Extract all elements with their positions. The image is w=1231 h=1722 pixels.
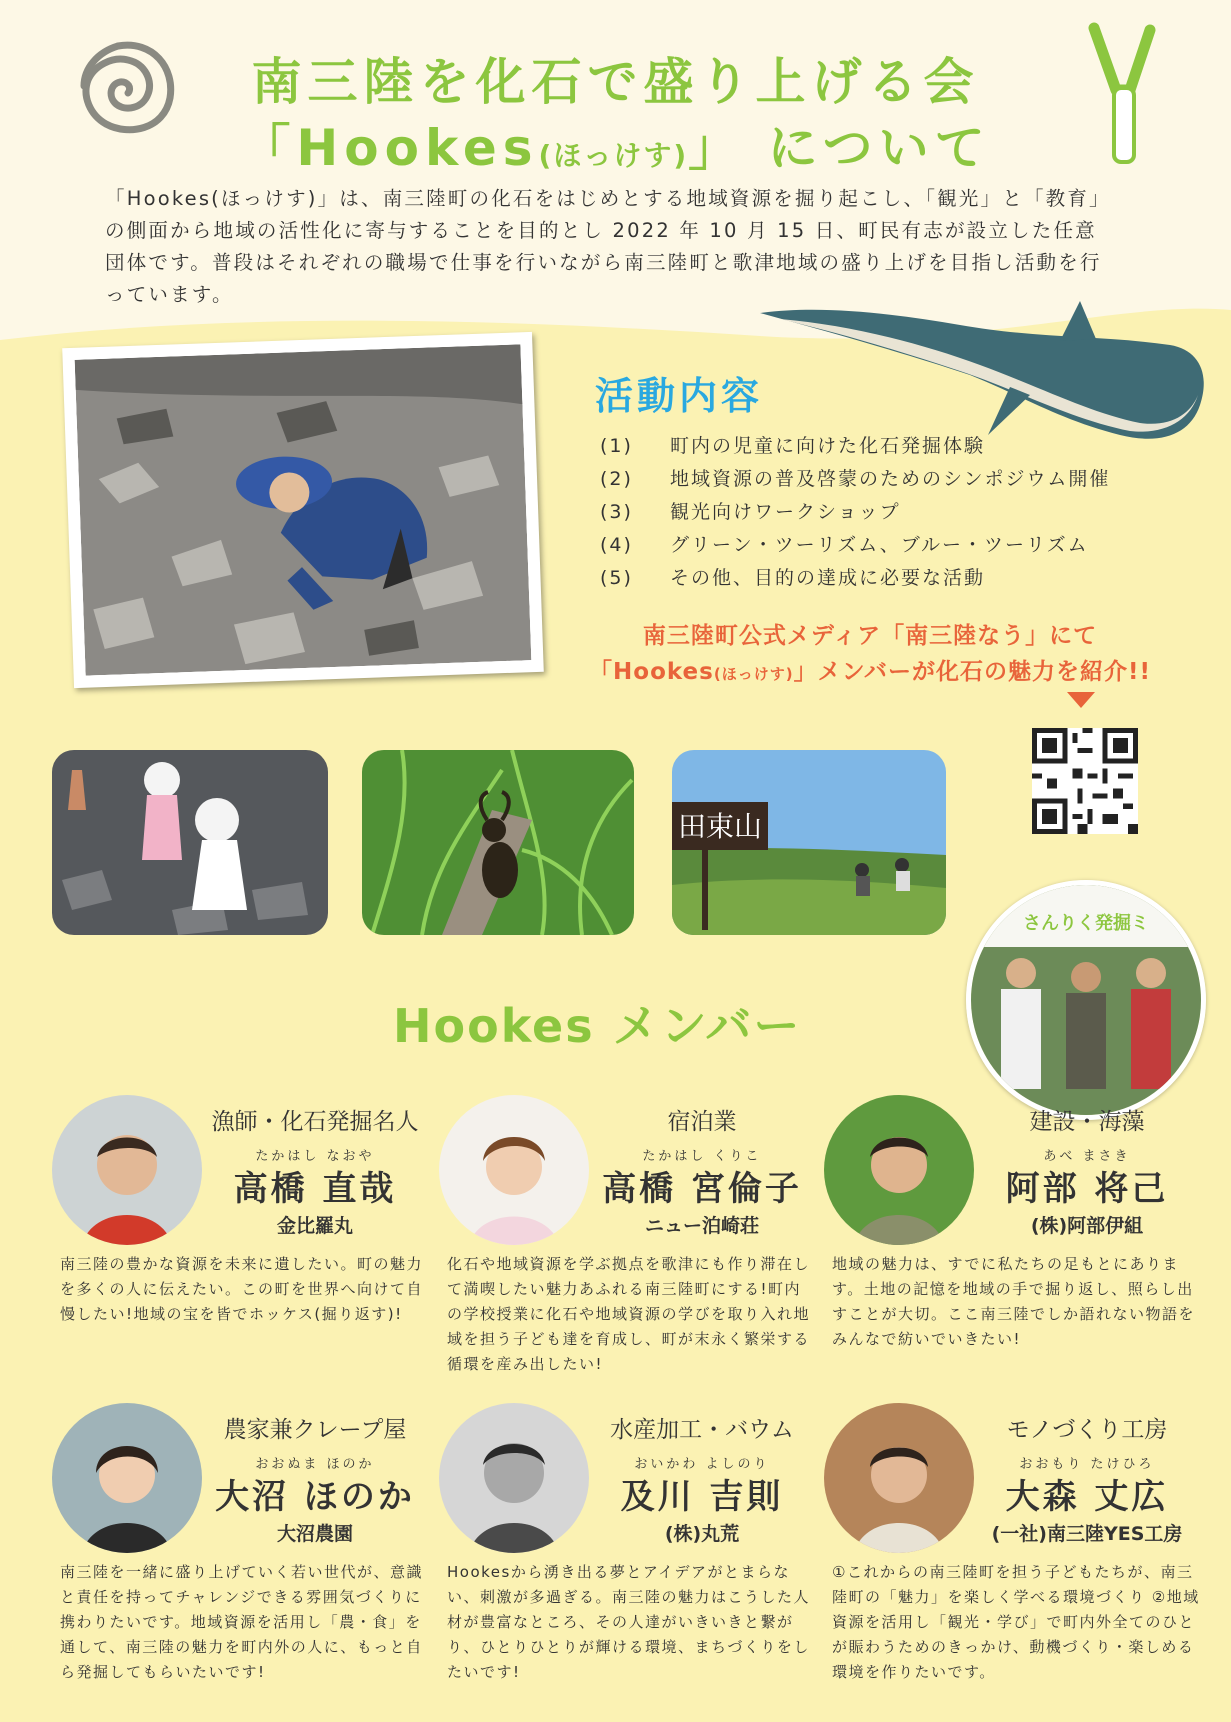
- member-avatar: [824, 1095, 974, 1245]
- member-kana: おおぬま ほのか: [255, 1457, 375, 1472]
- member-avatar: [52, 1403, 202, 1553]
- activity-item: (2) 地域資源の普及啓蒙のためのシンポジウム開催: [600, 468, 1111, 490]
- members-section-title: Hookes メンバー: [393, 999, 802, 1053]
- activity-item: (5) その他、目的の達成に必要な活動: [600, 567, 986, 589]
- member-message: Hookesから湧き出る夢とアイデアがとまらない、刺激が多過ぎる。南三陸の魅力はこうした人材が豊富なところ、その人達がいきいきと繋がり、ひとりひとりが輝ける環境、まちづくりをしたいです!: [447, 1563, 811, 1681]
- member-message: 化石や地域資源を学ぶ拠点を歌津にも作り滞在して満喫したい魅力あふれる南三陸町にする!町内の学校授業に化石や地域資源の学びを取り入れ地域を担う子ども達を育成し、町が末永く繁栄する循環を産み出したい!: [447, 1255, 811, 1373]
- member-kana: おおもり たけひろ: [1019, 1457, 1155, 1472]
- member-org: ニュー泊崎荘: [644, 1215, 759, 1237]
- member-avatar: [824, 1403, 974, 1553]
- member-org: (株)阿部伊組: [1030, 1215, 1144, 1237]
- member-card: [50, 1095, 430, 1395]
- member-avatar: [52, 1095, 202, 1245]
- fossil-digging-photo: [62, 332, 544, 688]
- member-role: 宿泊業: [667, 1109, 737, 1135]
- member-card: [437, 1403, 817, 1703]
- member-message: 南三陸を一緒に盛り上げていく若い世代が、意識と責任を持ってチャレンジできる雰囲気づくりに携わりたいです。地域資源を活用し「農・食」を通して、南三陸の魅力を町内外の人に、もっと自ら発掘してもらいたいです!: [60, 1563, 424, 1681]
- member-name: 阿部 将己: [1005, 1169, 1169, 1209]
- title-hookes: 「Hookes: [240, 119, 539, 177]
- member-name: 大沼 ほのか: [215, 1477, 415, 1517]
- member-card: [50, 1403, 430, 1703]
- member-role: 漁師・化石発掘名人: [211, 1109, 419, 1135]
- promo-line1: 南三陸町公式メディア「南三陸なう」にて: [642, 623, 1098, 649]
- activities-list: [600, 430, 1110, 595]
- member-role: 水産加工・バウム: [610, 1417, 794, 1443]
- member-org: 大沼農園: [276, 1523, 353, 1545]
- page-title-line1: 南三陸を化石で盛り上げる会: [251, 53, 980, 111]
- page-title-line2: [0, 108, 1231, 180]
- activities-title: 活動内容: [595, 374, 764, 418]
- intro-paragraph: 「Hookes(ほっけす)」は、南三陸町の化石をはじめとする地域資源を掘り起こし、「観光」と「教育」の側面から地域の活性化に寄与することを目的とし 2022 年 10 月 15 日、町民有志が設立した任意団体です。普段はそれぞれの職場で仕事を行いながら南三陸町と歌津地域の盛り上げを目指し活動を行っています。: [105, 187, 1111, 306]
- promo-line2: 「Hookes(ほっけす)」メンバーが化石の魅力を紹介!!: [589, 659, 1151, 685]
- sign-text: 田束山: [677, 810, 763, 843]
- member-card: [822, 1403, 1202, 1703]
- title-about: 」 について: [688, 119, 991, 177]
- banner-text: さんりく発掘ミ: [1023, 913, 1149, 934]
- member-name: 高橋 宮倫子: [602, 1169, 802, 1209]
- member-org: (一社)南三陸YES工房: [991, 1523, 1183, 1545]
- qr-code[interactable]: [1032, 728, 1138, 834]
- member-kana: たかはし なおや: [255, 1149, 375, 1164]
- member-name: 高橋 直哉: [233, 1169, 397, 1209]
- member-role: モノづくり工房: [1006, 1417, 1168, 1443]
- children-digging-photo: [52, 750, 328, 935]
- member-avatar: [439, 1095, 589, 1245]
- member-role: 農家兼クレープ屋: [223, 1417, 407, 1443]
- member-message: 南三陸の豊かな資源を未来に遺したい。町の魅力を多くの人に伝えたい。この町を世界へ向けて自慢したい!地域の宝を皆でホッケス(掘り返す)!: [60, 1255, 424, 1323]
- stag-beetle-photo: [362, 750, 634, 935]
- member-message: 地域の魅力は、すでに私たちの足もとにあります。土地の記憶を地域の手で掘り返し、照らし出すことが大切。ここ南三陸でしか語れない物語をみんなで紡いでいきたい!: [832, 1255, 1196, 1348]
- member-name: 及川 吉則: [620, 1477, 784, 1517]
- activity-item: (4) グリーン・ツーリズム、ブルー・ツーリズム: [600, 534, 1089, 556]
- member-avatar: [439, 1403, 589, 1553]
- tatsugane-mountain-photo: [672, 750, 946, 935]
- member-kana: たかはし くりこ: [642, 1149, 762, 1164]
- activity-item: (1) 町内の児童に向けた化石発掘体験: [600, 435, 986, 457]
- members-group-photo: [966, 880, 1206, 1120]
- member-org: 金比羅丸: [276, 1215, 353, 1237]
- title-hookes-kana: (ほっけす): [538, 139, 689, 172]
- member-card: [822, 1095, 1202, 1395]
- member-card: [437, 1095, 817, 1395]
- activity-item: (3) 観光向けワークショップ: [600, 501, 901, 523]
- member-name: 大森 丈広: [1005, 1477, 1169, 1517]
- member-kana: あべ まさき: [1043, 1149, 1131, 1164]
- member-message: ①これからの南三陸町を担う子どもたちが、南三陸町の「魅力」を楽しく学べる環境づくり ②地域資源を活用し「観光・学び」で町内外全てのひとが賑わうためのきっかけ、動機づくり・楽しめる環境を作りたいです。: [832, 1563, 1200, 1681]
- member-role: 建設・海藻: [1029, 1109, 1145, 1135]
- member-kana: おいかわ よしのり: [634, 1457, 770, 1472]
- member-org: (株)丸荒: [664, 1523, 740, 1545]
- down-arrow-icon: [1067, 692, 1095, 708]
